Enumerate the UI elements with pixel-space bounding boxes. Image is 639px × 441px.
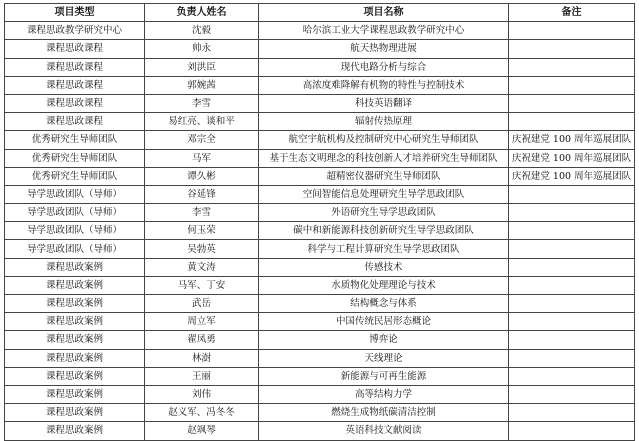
header-note: 备注 xyxy=(509,4,635,22)
cell-person-name: 马军 xyxy=(145,149,259,167)
cell-person-name: 刘伟 xyxy=(145,385,259,403)
cell-person-name: 马军、丁安 xyxy=(145,276,259,294)
cell-person-name: 周立军 xyxy=(145,313,259,331)
cell-note xyxy=(509,40,635,58)
cell-person-name: 易红亮、谈和平 xyxy=(145,113,259,131)
cell-note xyxy=(509,58,635,76)
cell-project-type: 课程思政案例 xyxy=(5,313,145,331)
cell-note xyxy=(509,204,635,222)
cell-project-name: 中国传统民居形态概论 xyxy=(259,313,509,331)
cell-person-name: 赵义军、冯冬冬 xyxy=(145,404,259,422)
cell-person-name: 李雪 xyxy=(145,94,259,112)
cell-project-name: 高等结构力学 xyxy=(259,385,509,403)
header-project-type: 项目类型 xyxy=(5,4,145,22)
cell-project-name: 航天热物理进展 xyxy=(259,40,509,58)
cell-project-name: 航空宇航机构及控制研究中心研究生导师团队 xyxy=(259,131,509,149)
table-row xyxy=(5,76,635,94)
cell-person-name: 黄文涛 xyxy=(145,258,259,276)
cell-note: 庆祝建党 100 周年巡展团队 xyxy=(509,167,635,185)
table-row xyxy=(5,276,635,294)
cell-note xyxy=(509,22,635,40)
table-row xyxy=(5,240,635,258)
cell-person-name: 吴勃英 xyxy=(145,240,259,258)
cell-note xyxy=(509,349,635,367)
cell-project-name: 传感技术 xyxy=(259,258,509,276)
table-row xyxy=(5,331,635,349)
cell-project-type: 课程思政案例 xyxy=(5,367,145,385)
cell-person-name: 王丽 xyxy=(145,367,259,385)
cell-project-name: 哈尔滨工业大学课程思政教学研究中心 xyxy=(259,22,509,40)
cell-note xyxy=(509,367,635,385)
table-row xyxy=(5,167,635,185)
cell-note xyxy=(509,295,635,313)
cell-note xyxy=(509,385,635,403)
cell-project-name: 天线理论 xyxy=(259,349,509,367)
cell-project-type: 导学思政团队（导师） xyxy=(5,240,145,258)
cell-project-name: 科学与工程计算研究生导学思政团队 xyxy=(259,240,509,258)
cell-project-name: 博弈论 xyxy=(259,331,509,349)
header-row xyxy=(5,4,635,22)
cell-note: 庆祝建党 100 周年巡展团队 xyxy=(509,149,635,167)
table-row xyxy=(5,22,635,40)
table-row xyxy=(5,204,635,222)
table-row xyxy=(5,222,635,240)
cell-note: 庆祝建党 100 周年巡展团队 xyxy=(509,131,635,149)
table-row xyxy=(5,404,635,422)
cell-note xyxy=(509,113,635,131)
cell-person-name: 邓宗全 xyxy=(145,131,259,149)
cell-project-name: 辐射传热原理 xyxy=(259,113,509,131)
cell-project-name: 现代电路分析与综合 xyxy=(259,58,509,76)
cell-person-name: 李雪 xyxy=(145,204,259,222)
table-row xyxy=(5,149,635,167)
table-body xyxy=(5,22,635,440)
table-row xyxy=(5,367,635,385)
cell-note xyxy=(509,185,635,203)
table-row xyxy=(5,313,635,331)
table-row xyxy=(5,58,635,76)
cell-project-type: 课程思政课程 xyxy=(5,58,145,76)
cell-person-name: 何玉荣 xyxy=(145,222,259,240)
cell-project-type: 课程思政课程 xyxy=(5,40,145,58)
cell-project-name: 科技英语翻译 xyxy=(259,94,509,112)
table-row xyxy=(5,385,635,403)
cell-person-name: 谭久彬 xyxy=(145,167,259,185)
cell-note xyxy=(509,404,635,422)
cell-note xyxy=(509,422,635,440)
table-row xyxy=(5,185,635,203)
cell-note xyxy=(509,76,635,94)
cell-project-type: 课程思政案例 xyxy=(5,404,145,422)
cell-project-name: 英语科技文献阅读 xyxy=(259,422,509,440)
cell-note xyxy=(509,222,635,240)
cell-project-type: 优秀研究生导师团队 xyxy=(5,149,145,167)
cell-project-type: 课程思政案例 xyxy=(5,276,145,294)
cell-project-type: 课程思政案例 xyxy=(5,385,145,403)
cell-note xyxy=(509,94,635,112)
cell-person-name: 赵飒琴 xyxy=(145,422,259,440)
project-table xyxy=(4,3,635,441)
cell-person-name: 武岳 xyxy=(145,295,259,313)
cell-person-name: 林澍 xyxy=(145,349,259,367)
cell-project-type: 课程思政案例 xyxy=(5,295,145,313)
table-row xyxy=(5,422,635,440)
cell-project-type: 课程思政案例 xyxy=(5,258,145,276)
header-project-name: 项目名称 xyxy=(259,4,509,22)
cell-project-type: 课程思政案例 xyxy=(5,331,145,349)
table-row xyxy=(5,349,635,367)
cell-project-name: 结构概念与体系 xyxy=(259,295,509,313)
cell-project-name: 外语研究生导学思政团队 xyxy=(259,204,509,222)
cell-project-type: 导学思政团队（导师） xyxy=(5,222,145,240)
cell-project-name: 超精密仪器研究生导师团队 xyxy=(259,167,509,185)
cell-project-type: 课程思政教学研究中心 xyxy=(5,22,145,40)
cell-note xyxy=(509,276,635,294)
cell-note xyxy=(509,331,635,349)
cell-project-type: 课程思政案例 xyxy=(5,422,145,440)
cell-person-name: 刘洪臣 xyxy=(145,58,259,76)
table-row xyxy=(5,113,635,131)
header-person-name: 负责人姓名 xyxy=(145,4,259,22)
cell-person-name: 翟凤勇 xyxy=(145,331,259,349)
cell-person-name: 谷延锋 xyxy=(145,185,259,203)
cell-project-name: 高浓度难降解有机物的特性与控制技术 xyxy=(259,76,509,94)
cell-project-type: 课程思政课程 xyxy=(5,113,145,131)
cell-project-type: 导学思政团队（导师） xyxy=(5,204,145,222)
cell-project-name: 水质物化处理理论与技术 xyxy=(259,276,509,294)
cell-project-name: 碳中和新能源科技创新研究生导学思政团队 xyxy=(259,222,509,240)
cell-project-type: 优秀研究生导师团队 xyxy=(5,167,145,185)
cell-project-type: 课程思政课程 xyxy=(5,94,145,112)
table-row xyxy=(5,94,635,112)
cell-person-name: 沈毅 xyxy=(145,22,259,40)
cell-note xyxy=(509,258,635,276)
cell-project-name: 燃烧生成物纸碳清洁控制 xyxy=(259,404,509,422)
cell-project-name: 空间智能信息处理研究生导学思政团队 xyxy=(259,185,509,203)
table-header xyxy=(5,4,635,22)
cell-person-name: 帅永 xyxy=(145,40,259,58)
table-row xyxy=(5,258,635,276)
table-row xyxy=(5,131,635,149)
cell-project-type: 课程思政案例 xyxy=(5,349,145,367)
cell-project-name: 基于生态文明理念的科技创新人才培养研究生导师团队 xyxy=(259,149,509,167)
cell-project-type: 导学思政团队（导师） xyxy=(5,185,145,203)
cell-project-name: 新能源与可再生能源 xyxy=(259,367,509,385)
cell-project-type: 优秀研究生导师团队 xyxy=(5,131,145,149)
table-row xyxy=(5,295,635,313)
table-row xyxy=(5,40,635,58)
cell-person-name: 郭婉茜 xyxy=(145,76,259,94)
cell-project-type: 课程思政课程 xyxy=(5,76,145,94)
cell-note xyxy=(509,240,635,258)
cell-note xyxy=(509,313,635,331)
